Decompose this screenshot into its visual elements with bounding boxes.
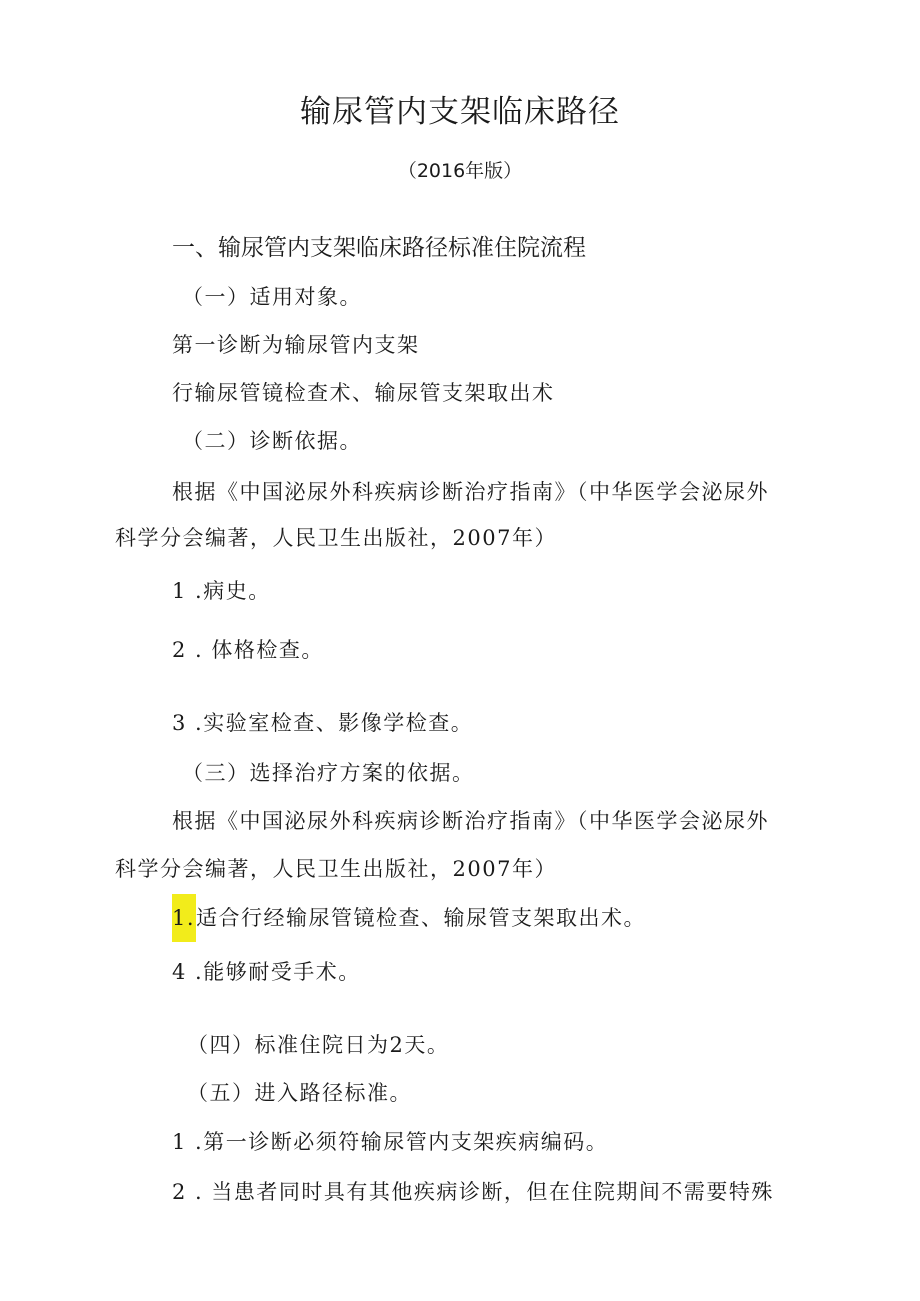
paragraph-procedure: 行输尿管镜检查术、输尿管支架取出术 [172,381,555,405]
list-item-diagnosis-code: 1 .第一诊断必须符输尿管内支架疾病编码。 [172,1130,609,1154]
highlighted-list-marker: 1. [172,894,196,942]
list-item-indication [172,904,646,932]
paragraph-reference-line-1b: 根据《中国泌尿外科疾病诊断治疗指南》（中华医学会泌尿外 [172,809,769,833]
list-item-medical-history: 1 .病史。 [172,579,271,603]
document-subtitle: （2016年版） [397,160,523,182]
paragraph-reference-line-2b: 科学分会编著，人民卫生出版社，2007年） [115,857,557,881]
list-item-physical-exam: 2 . 体格检查。 [172,638,324,662]
document-title: 输尿管内支架临床路径 [300,94,620,130]
subsection-heading-diagnosis-basis: （二）诊断依据。 [182,429,362,453]
list-item-indication-text: 适合行经输尿管镜检查、输尿管支架取出术。 [196,906,647,930]
subsection-heading-treatment-basis: （三）选择治疗方案的依据。 [182,761,475,785]
list-item-comorbidity: 2 . 当患者同时具有其他疾病诊断，但在住院期间不需要特殊 [172,1180,774,1204]
paragraph-reference-line-2: 科学分会编著，人民卫生出版社，2007年） [115,526,557,550]
list-item-lab-imaging: 3 .实验室检查、影像学检查。 [172,711,474,735]
list-item-tolerate-surgery: 4 .能够耐受手术。 [172,960,361,984]
paragraph-reference-line-1: 根据《中国泌尿外科疾病诊断治疗指南》（中华医学会泌尿外 [172,480,769,504]
subsection-heading-hospital-stay: （四）标准住院日为2天。 [187,1033,450,1057]
subsection-heading-applicable-subjects: （一）适用对象。 [182,285,362,309]
paragraph-first-diagnosis: 第一诊断为输尿管内支架 [172,333,420,357]
subsection-heading-entry-criteria: （五）进入路径标准。 [187,1081,412,1105]
section-heading: 一、输尿管内支架临床路径标准住院流程 [172,235,586,261]
